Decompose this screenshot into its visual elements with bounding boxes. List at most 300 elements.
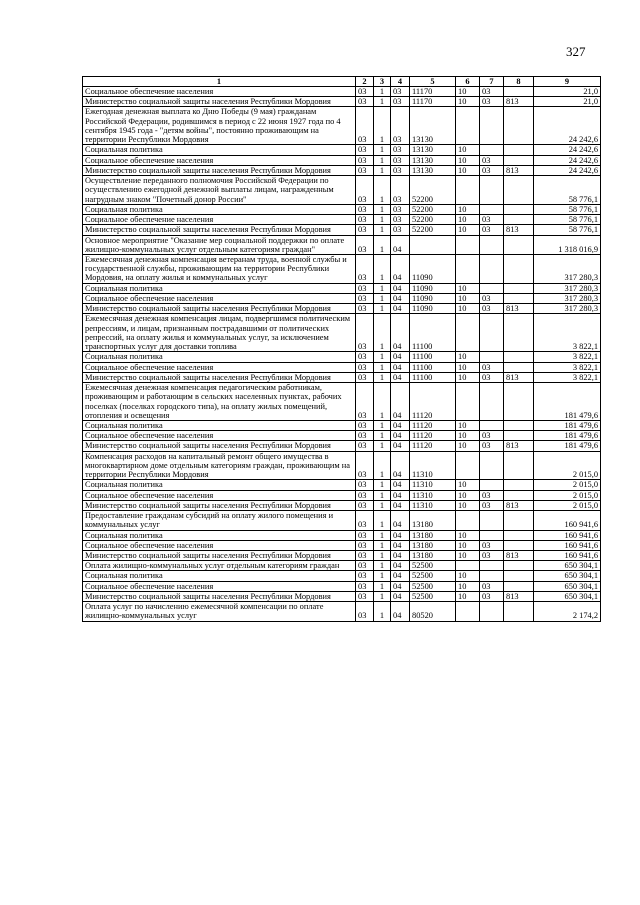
amount-cell: 24 242,6	[534, 107, 601, 145]
code-7-cell: 03	[480, 293, 504, 303]
code-7-cell	[480, 480, 504, 490]
code-5-cell: 11100	[410, 314, 456, 352]
code-6-cell: 10	[456, 352, 480, 362]
code-6-cell: 10	[456, 362, 480, 372]
code-2-cell: 03	[356, 420, 374, 430]
table-row	[83, 561, 601, 571]
row-description-cell: Министерство социальной защиты населения Республики Мордовия	[83, 372, 356, 382]
table-row	[83, 155, 601, 165]
row-description-cell: Социальная политика	[83, 530, 356, 540]
code-4-cell: 04	[391, 511, 410, 530]
code-7-cell: 03	[480, 581, 504, 591]
code-4-cell: 04	[391, 254, 410, 283]
code-7-cell: 03	[480, 500, 504, 510]
table-row	[83, 530, 601, 540]
table-row	[83, 304, 601, 314]
code-6-cell: 10	[456, 571, 480, 581]
code-4-cell: 03	[391, 204, 410, 214]
row-description-cell: Министерство социальной защиты населения Республики Мордовия	[83, 165, 356, 175]
code-8-cell: 813	[504, 500, 534, 510]
table-row	[83, 87, 601, 97]
row-description-cell: Социальное обеспечение населения	[83, 540, 356, 550]
code-6-cell: 10	[456, 97, 480, 107]
code-3-cell: 1	[374, 254, 391, 283]
code-3-cell: 1	[374, 225, 391, 235]
code-4-cell: 04	[391, 451, 410, 480]
code-8-cell	[504, 431, 534, 441]
column-header: 9	[534, 77, 601, 87]
code-4-cell: 03	[391, 145, 410, 155]
amount-cell: 160 941,6	[534, 530, 601, 540]
row-description-cell: Социальная политика	[83, 283, 356, 293]
row-description-cell: Предоставление гражданам субсидий на оплату жилого помещения и коммунальных услуг	[83, 511, 356, 530]
amount-cell: 317 280,3	[534, 254, 601, 283]
code-3-cell: 1	[374, 283, 391, 293]
table-row	[83, 254, 601, 283]
code-7-cell: 03	[480, 591, 504, 601]
amount-cell: 58 776,1	[534, 176, 601, 205]
code-8-cell	[504, 581, 534, 591]
code-6-cell: 10	[456, 293, 480, 303]
code-8-cell: 813	[504, 372, 534, 382]
table-row	[83, 571, 601, 581]
row-description-cell: Министерство социальной защиты населения Республики Мордовия	[83, 500, 356, 510]
code-6-cell: 10	[456, 500, 480, 510]
code-5-cell: 11100	[410, 362, 456, 372]
code-2-cell: 03	[356, 451, 374, 480]
code-3-cell: 1	[374, 155, 391, 165]
code-2-cell: 03	[356, 314, 374, 352]
row-description-cell: Социальная политика	[83, 420, 356, 430]
code-4-cell: 04	[391, 283, 410, 293]
code-6-cell	[456, 511, 480, 530]
code-3-cell: 1	[374, 97, 391, 107]
code-3-cell: 1	[374, 87, 391, 97]
table-row	[83, 511, 601, 530]
column-header: 6	[456, 77, 480, 87]
code-4-cell: 04	[391, 352, 410, 362]
code-2-cell: 03	[356, 551, 374, 561]
code-4-cell: 04	[391, 420, 410, 430]
code-4-cell: 03	[391, 176, 410, 205]
code-5-cell: 11120	[410, 431, 456, 441]
code-3-cell: 1	[374, 204, 391, 214]
code-3-cell: 1	[374, 540, 391, 550]
code-3-cell: 1	[374, 420, 391, 430]
code-8-cell	[504, 176, 534, 205]
code-2-cell: 03	[356, 500, 374, 510]
code-8-cell	[504, 314, 534, 352]
table-row	[83, 97, 601, 107]
code-4-cell: 04	[391, 591, 410, 601]
code-6-cell: 10	[456, 530, 480, 540]
code-2-cell: 03	[356, 97, 374, 107]
code-2-cell: 03	[356, 204, 374, 214]
code-2-cell: 03	[356, 441, 374, 451]
code-5-cell: 11120	[410, 441, 456, 451]
code-8-cell	[504, 362, 534, 372]
code-5-cell: 11170	[410, 97, 456, 107]
row-description-cell: Социальное обеспечение населения	[83, 362, 356, 372]
row-description-cell: Министерство социальной защиты населения Республики Мордовия	[83, 551, 356, 561]
code-2-cell: 03	[356, 540, 374, 550]
column-header: 3	[374, 77, 391, 87]
amount-cell: 24 242,6	[534, 155, 601, 165]
code-4-cell: 04	[391, 441, 410, 451]
code-6-cell: 10	[456, 551, 480, 561]
code-3-cell: 1	[374, 500, 391, 510]
code-6-cell	[456, 254, 480, 283]
code-3-cell: 1	[374, 561, 391, 571]
code-6-cell	[456, 314, 480, 352]
row-description-cell: Социальное обеспечение населения	[83, 293, 356, 303]
code-7-cell: 03	[480, 372, 504, 382]
code-4-cell: 03	[391, 87, 410, 97]
code-8-cell	[504, 352, 534, 362]
code-7-cell	[480, 254, 504, 283]
code-5-cell: 11120	[410, 420, 456, 430]
table-row	[83, 451, 601, 480]
code-7-cell	[480, 176, 504, 205]
table-row	[83, 602, 601, 621]
code-6-cell	[456, 383, 480, 421]
code-2-cell: 03	[356, 511, 374, 530]
code-4-cell: 03	[391, 165, 410, 175]
code-4-cell: 04	[391, 480, 410, 490]
code-6-cell: 10	[456, 283, 480, 293]
code-8-cell	[504, 145, 534, 155]
code-4-cell: 04	[391, 540, 410, 550]
code-7-cell	[480, 420, 504, 430]
code-3-cell: 1	[374, 571, 391, 581]
code-6-cell: 10	[456, 304, 480, 314]
code-2-cell: 03	[356, 480, 374, 490]
amount-cell: 3 822,1	[534, 314, 601, 352]
code-4-cell: 04	[391, 293, 410, 303]
code-7-cell: 03	[480, 215, 504, 225]
code-3-cell: 1	[374, 145, 391, 155]
code-8-cell	[504, 451, 534, 480]
table-row	[83, 176, 601, 205]
table-row	[83, 480, 601, 490]
code-7-cell: 03	[480, 97, 504, 107]
code-2-cell: 03	[356, 293, 374, 303]
code-7-cell	[480, 314, 504, 352]
amount-cell: 58 776,1	[534, 204, 601, 214]
code-5-cell: 52500	[410, 591, 456, 601]
budget-table	[82, 76, 601, 622]
code-3-cell: 1	[374, 530, 391, 540]
table-row	[83, 581, 601, 591]
table-row	[83, 145, 601, 155]
table-row	[83, 215, 601, 225]
amount-cell: 317 280,3	[534, 304, 601, 314]
code-6-cell: 10	[456, 165, 480, 175]
amount-cell: 317 280,3	[534, 293, 601, 303]
code-2-cell: 03	[356, 431, 374, 441]
code-7-cell	[480, 204, 504, 214]
row-description-cell: Ежемесячная денежная компенсация ветеранам труда, военной службы и государственной службы, проживающим на территории Республики Мордовия, на оплату жилья и коммунальных услуг	[83, 254, 356, 283]
amount-cell: 2 015,0	[534, 451, 601, 480]
table-row	[83, 204, 601, 214]
amount-cell: 3 822,1	[534, 362, 601, 372]
code-8-cell	[504, 420, 534, 430]
code-3-cell: 1	[374, 511, 391, 530]
code-2-cell: 03	[356, 490, 374, 500]
row-description-cell: Социальное обеспечение населения	[83, 431, 356, 441]
amount-cell: 650 304,1	[534, 571, 601, 581]
code-7-cell: 03	[480, 362, 504, 372]
code-6-cell: 10	[456, 420, 480, 430]
amount-cell: 317 280,3	[534, 283, 601, 293]
column-header: 1	[83, 77, 356, 87]
amount-cell: 160 941,6	[534, 551, 601, 561]
amount-cell: 1 318 016,9	[534, 235, 601, 254]
code-7-cell: 03	[480, 441, 504, 451]
table-row	[83, 225, 601, 235]
code-5-cell: 13130	[410, 155, 456, 165]
row-description-cell: Социальная политика	[83, 204, 356, 214]
code-8-cell	[504, 383, 534, 421]
code-2-cell: 03	[356, 591, 374, 601]
code-3-cell: 1	[374, 215, 391, 225]
row-description-cell: Министерство социальной защиты населения Республики Мордовия	[83, 97, 356, 107]
code-2-cell: 03	[356, 581, 374, 591]
code-7-cell	[480, 145, 504, 155]
code-5-cell: 52500	[410, 581, 456, 591]
code-8-cell	[504, 107, 534, 145]
code-5-cell: 11120	[410, 383, 456, 421]
code-8-cell	[504, 530, 534, 540]
row-description-cell: Социальная политика	[83, 480, 356, 490]
code-2-cell: 03	[356, 235, 374, 254]
code-5-cell	[410, 235, 456, 254]
code-4-cell: 03	[391, 97, 410, 107]
code-8-cell	[504, 293, 534, 303]
column-header: 8	[504, 77, 534, 87]
code-8-cell	[504, 602, 534, 621]
code-2-cell: 03	[356, 362, 374, 372]
code-7-cell	[480, 383, 504, 421]
code-6-cell	[456, 602, 480, 621]
code-6-cell: 10	[456, 155, 480, 165]
code-7-cell	[480, 571, 504, 581]
code-6-cell: 10	[456, 87, 480, 97]
table-row	[83, 235, 601, 254]
code-7-cell	[480, 235, 504, 254]
code-2-cell: 03	[356, 372, 374, 382]
code-4-cell: 04	[391, 571, 410, 581]
table-row	[83, 352, 601, 362]
table-row	[83, 107, 601, 145]
code-7-cell: 03	[480, 155, 504, 165]
amount-cell: 2 174,2	[534, 602, 601, 621]
table-row	[83, 490, 601, 500]
amount-cell: 21,0	[534, 87, 601, 97]
row-description-cell: Основное мероприятие "Оказание мер социальной поддержки по оплате жилищно-коммунальных услуг отдельным категориям граждан"	[83, 235, 356, 254]
page-number: 327	[566, 44, 586, 59]
code-3-cell: 1	[374, 383, 391, 421]
code-4-cell: 04	[391, 602, 410, 621]
code-7-cell	[480, 352, 504, 362]
table-row	[83, 372, 601, 382]
code-4-cell: 04	[391, 362, 410, 372]
code-3-cell: 1	[374, 591, 391, 601]
code-4-cell: 04	[391, 551, 410, 561]
code-7-cell: 03	[480, 225, 504, 235]
code-8-cell	[504, 235, 534, 254]
table-row	[83, 383, 601, 421]
code-5-cell: 13130	[410, 165, 456, 175]
code-7-cell	[480, 530, 504, 540]
code-7-cell	[480, 511, 504, 530]
code-6-cell: 10	[456, 204, 480, 214]
amount-cell: 24 242,6	[534, 145, 601, 155]
code-8-cell	[504, 254, 534, 283]
code-5-cell: 13130	[410, 145, 456, 155]
code-3-cell: 1	[374, 176, 391, 205]
table-row	[83, 283, 601, 293]
code-4-cell: 04	[391, 561, 410, 571]
amount-cell: 181 479,6	[534, 420, 601, 430]
row-description-cell: Министерство социальной защиты населения Республики Мордовия	[83, 225, 356, 235]
row-description-cell: Социальная политика	[83, 352, 356, 362]
code-3-cell: 1	[374, 314, 391, 352]
table-row	[83, 551, 601, 561]
code-3-cell: 1	[374, 431, 391, 441]
code-3-cell: 1	[374, 581, 391, 591]
code-6-cell	[456, 235, 480, 254]
code-4-cell: 03	[391, 225, 410, 235]
amount-cell: 58 776,1	[534, 225, 601, 235]
code-8-cell: 813	[504, 591, 534, 601]
code-2-cell: 03	[356, 352, 374, 362]
amount-cell: 650 304,1	[534, 591, 601, 601]
code-5-cell: 52200	[410, 204, 456, 214]
amount-cell: 650 304,1	[534, 561, 601, 571]
code-8-cell	[504, 87, 534, 97]
table-row	[83, 362, 601, 372]
code-5-cell: 11310	[410, 490, 456, 500]
code-8-cell: 813	[504, 441, 534, 451]
code-8-cell	[504, 215, 534, 225]
code-3-cell: 1	[374, 602, 391, 621]
row-description-cell: Оплата жилищно-коммунальных услуг отдельным категориям граждан	[83, 561, 356, 571]
code-3-cell: 1	[374, 451, 391, 480]
amount-cell: 650 304,1	[534, 581, 601, 591]
table-row	[83, 293, 601, 303]
row-description-cell: Осуществление переданного полномочия Российской Федерации по осуществлению ежегодной денежной выплаты лицам, награжденным нагрудным знаком "Почетный донор России"	[83, 176, 356, 205]
code-8-cell: 813	[504, 225, 534, 235]
code-2-cell: 03	[356, 107, 374, 145]
code-8-cell: 813	[504, 97, 534, 107]
amount-cell: 2 015,0	[534, 480, 601, 490]
column-header: 4	[391, 77, 410, 87]
amount-cell: 2 015,0	[534, 490, 601, 500]
code-5-cell: 52200	[410, 215, 456, 225]
code-5-cell: 11310	[410, 500, 456, 510]
column-header: 7	[480, 77, 504, 87]
table-row	[83, 591, 601, 601]
code-5-cell: 11100	[410, 352, 456, 362]
code-2-cell: 03	[356, 561, 374, 571]
code-5-cell: 52200	[410, 225, 456, 235]
code-8-cell: 813	[504, 304, 534, 314]
code-8-cell	[504, 155, 534, 165]
table-row	[83, 420, 601, 430]
amount-cell: 24 242,6	[534, 165, 601, 175]
code-8-cell	[504, 480, 534, 490]
code-6-cell: 10	[456, 581, 480, 591]
code-2-cell: 03	[356, 304, 374, 314]
code-6-cell: 10	[456, 145, 480, 155]
code-4-cell: 04	[391, 235, 410, 254]
row-description-cell: Министерство социальной защиты населения Республики Мордовия	[83, 441, 356, 451]
code-2-cell: 03	[356, 176, 374, 205]
code-4-cell: 03	[391, 215, 410, 225]
code-8-cell	[504, 283, 534, 293]
code-2-cell: 03	[356, 383, 374, 421]
code-7-cell: 03	[480, 551, 504, 561]
code-4-cell: 03	[391, 155, 410, 165]
table-row	[83, 431, 601, 441]
table-row	[83, 500, 601, 510]
row-description-cell: Ежемесячная денежная компенсация педагогическим работникам, проживающим и работающим в сельских населенных пунктах, рабочих поселках (поселках городского типа), на оплату жилых помещений, отопления и освещения	[83, 383, 356, 421]
code-8-cell	[504, 511, 534, 530]
code-7-cell: 03	[480, 165, 504, 175]
code-5-cell: 13180	[410, 530, 456, 540]
code-4-cell: 04	[391, 581, 410, 591]
code-2-cell: 03	[356, 571, 374, 581]
code-8-cell	[504, 571, 534, 581]
code-4-cell: 04	[391, 490, 410, 500]
code-5-cell: 13180	[410, 511, 456, 530]
code-6-cell: 10	[456, 441, 480, 451]
code-4-cell: 04	[391, 314, 410, 352]
code-7-cell	[480, 107, 504, 145]
code-3-cell: 1	[374, 490, 391, 500]
code-7-cell: 03	[480, 490, 504, 500]
amount-cell: 181 479,6	[534, 383, 601, 421]
code-5-cell: 80520	[410, 602, 456, 621]
code-2-cell: 03	[356, 215, 374, 225]
row-description-cell: Социальное обеспечение населения	[83, 155, 356, 165]
row-description-cell: Социальное обеспечение населения	[83, 490, 356, 500]
amount-cell: 3 822,1	[534, 372, 601, 382]
code-4-cell: 04	[391, 304, 410, 314]
code-6-cell: 10	[456, 490, 480, 500]
code-3-cell: 1	[374, 441, 391, 451]
code-5-cell: 11090	[410, 293, 456, 303]
amount-cell: 181 479,6	[534, 441, 601, 451]
row-description-cell: Социальное обеспечение населения	[83, 215, 356, 225]
code-5-cell: 13180	[410, 551, 456, 561]
code-7-cell	[480, 283, 504, 293]
table-header-row	[83, 77, 601, 87]
code-3-cell: 1	[374, 372, 391, 382]
code-7-cell: 03	[480, 540, 504, 550]
code-3-cell: 1	[374, 304, 391, 314]
code-2-cell: 03	[356, 602, 374, 621]
code-4-cell: 04	[391, 383, 410, 421]
code-5-cell: 11090	[410, 283, 456, 293]
code-2-cell: 03	[356, 165, 374, 175]
column-header: 2	[356, 77, 374, 87]
row-description-cell: Компенсация расходов на капитальный ремонт общего имущества в многоквартирном доме отдельным категориям граждан, проживающим на территории Республики Мордовия	[83, 451, 356, 480]
code-6-cell	[456, 176, 480, 205]
code-6-cell: 10	[456, 372, 480, 382]
amount-cell: 58 776,1	[534, 215, 601, 225]
